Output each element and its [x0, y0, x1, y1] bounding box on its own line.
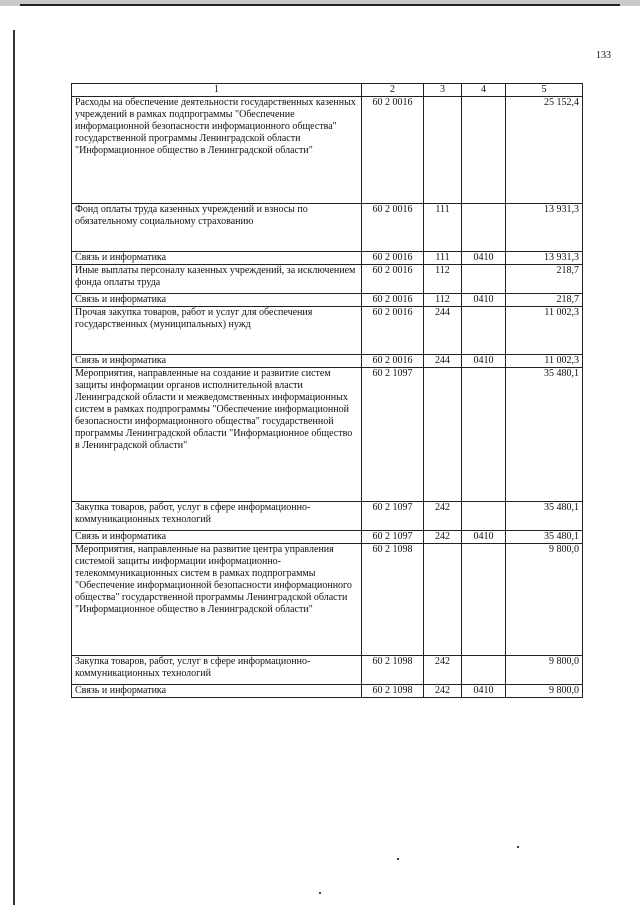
- scan-speck: [397, 858, 399, 860]
- row-name: Закупка товаров, работ, услуг в сфере информационно-коммуникационных технологий: [72, 502, 362, 531]
- header-col-5: 5: [506, 84, 583, 97]
- scan-left-edge: [13, 30, 15, 905]
- row-section: 0410: [462, 531, 506, 544]
- table-row: [72, 368, 583, 502]
- row-amount: 218,7: [506, 294, 583, 307]
- table-row: [72, 685, 583, 698]
- row-expense-type: 244: [424, 355, 462, 368]
- row-expense-type: [424, 544, 462, 656]
- table-row: [72, 252, 583, 265]
- row-target-code: 60 2 0016: [362, 265, 424, 294]
- table-row: [72, 355, 583, 368]
- row-name: Связь и информатика: [72, 252, 362, 265]
- row-target-code: 60 2 0016: [362, 294, 424, 307]
- row-expense-type: 112: [424, 294, 462, 307]
- row-name: Связь и информатика: [72, 685, 362, 698]
- table-header-row: [72, 84, 583, 97]
- row-expense-type: [424, 368, 462, 502]
- table-row: [72, 502, 583, 531]
- row-section: [462, 544, 506, 656]
- row-section: [462, 656, 506, 685]
- row-amount: 9 800,0: [506, 685, 583, 698]
- table-row: [72, 656, 583, 685]
- row-expense-type: 242: [424, 531, 462, 544]
- row-target-code: 60 2 1097: [362, 531, 424, 544]
- row-section: 0410: [462, 355, 506, 368]
- row-amount: 35 480,1: [506, 531, 583, 544]
- table-row: [72, 204, 583, 252]
- row-amount: 35 480,1: [506, 502, 583, 531]
- row-amount: 35 480,1: [506, 368, 583, 502]
- row-section: [462, 502, 506, 531]
- row-target-code: 60 2 1098: [362, 544, 424, 656]
- row-expense-type: 244: [424, 307, 462, 355]
- row-name: Закупка товаров, работ, услуг в сфере информационно-коммуникационных технологий: [72, 656, 362, 685]
- row-target-code: 60 2 0016: [362, 204, 424, 252]
- row-expense-type: 242: [424, 502, 462, 531]
- table-row: [72, 307, 583, 355]
- scan-top-line: [20, 4, 620, 6]
- row-expense-type: 242: [424, 685, 462, 698]
- row-name: Связь и информатика: [72, 294, 362, 307]
- table-row: [72, 531, 583, 544]
- row-name: Иные выплаты персоналу казенных учреждений, за исключением фонда оплаты труда: [72, 265, 362, 294]
- row-name: Мероприятия, направленные на развитие центра управления системой защиты информации информационно-телекоммуникационных систем в рамках подпрограммы "Обеспечение информационной безопасности информационного общества" государственной программы Ленинградской области "Информационное общество в Ленинградской области": [72, 544, 362, 656]
- row-amount: 25 152,4: [506, 97, 583, 204]
- header-col-3: 3: [424, 84, 462, 97]
- row-section: [462, 265, 506, 294]
- row-amount: 11 002,3: [506, 355, 583, 368]
- table-row: [72, 265, 583, 294]
- row-name: Связь и информатика: [72, 355, 362, 368]
- scan-speck: [517, 846, 519, 848]
- row-target-code: 60 2 0016: [362, 252, 424, 265]
- row-amount: 11 002,3: [506, 307, 583, 355]
- row-target-code: 60 2 0016: [362, 307, 424, 355]
- row-target-code: 60 2 1098: [362, 656, 424, 685]
- row-target-code: 60 2 1097: [362, 368, 424, 502]
- row-expense-type: 242: [424, 656, 462, 685]
- row-section: [462, 97, 506, 204]
- table-row: [72, 294, 583, 307]
- row-name: Фонд оплаты труда казенных учреждений и взносы по обязательному социальному страхованию: [72, 204, 362, 252]
- row-amount: 13 931,3: [506, 252, 583, 265]
- row-amount: 9 800,0: [506, 544, 583, 656]
- row-section: [462, 368, 506, 502]
- row-target-code: 60 2 1098: [362, 685, 424, 698]
- row-section: [462, 307, 506, 355]
- row-expense-type: [424, 97, 462, 204]
- header-col-1: 1: [72, 84, 362, 97]
- row-target-code: 60 2 1097: [362, 502, 424, 531]
- table-row: [72, 97, 583, 204]
- row-section: 0410: [462, 685, 506, 698]
- row-target-code: 60 2 0016: [362, 97, 424, 204]
- row-expense-type: 111: [424, 252, 462, 265]
- row-name: Мероприятия, направленные на создание и развитие систем защиты информации органов исполнительной власти Ленинградской области и межведомственных информационных систем в рамках подпрограммы "Обеспечение информационной безопасности информационного общества" государственной программы Ленинградской области "Информационное общество в Ленинградской области": [72, 368, 362, 502]
- row-name: Прочая закупка товаров, работ и услуг для обеспечения государственных (муниципальных) нужд: [72, 307, 362, 355]
- scan-speck: [319, 892, 321, 894]
- budget-table: [71, 83, 583, 698]
- page-number: 133: [596, 50, 611, 61]
- row-amount: 9 800,0: [506, 656, 583, 685]
- row-name: Расходы на обеспечение деятельности государственных казенных учреждений в рамках подпрограммы "Обеспечение информационной безопасности информационного общества" государственной программы Ленинградской области "Информационное общество в Ленинградской области": [72, 97, 362, 204]
- header-col-2: 2: [362, 84, 424, 97]
- row-target-code: 60 2 0016: [362, 355, 424, 368]
- row-amount: 13 931,3: [506, 204, 583, 252]
- row-section: 0410: [462, 252, 506, 265]
- row-section: 0410: [462, 294, 506, 307]
- row-expense-type: 112: [424, 265, 462, 294]
- row-section: [462, 204, 506, 252]
- row-expense-type: 111: [424, 204, 462, 252]
- row-name: Связь и информатика: [72, 531, 362, 544]
- header-col-4: 4: [462, 84, 506, 97]
- row-amount: 218,7: [506, 265, 583, 294]
- table-row: [72, 544, 583, 656]
